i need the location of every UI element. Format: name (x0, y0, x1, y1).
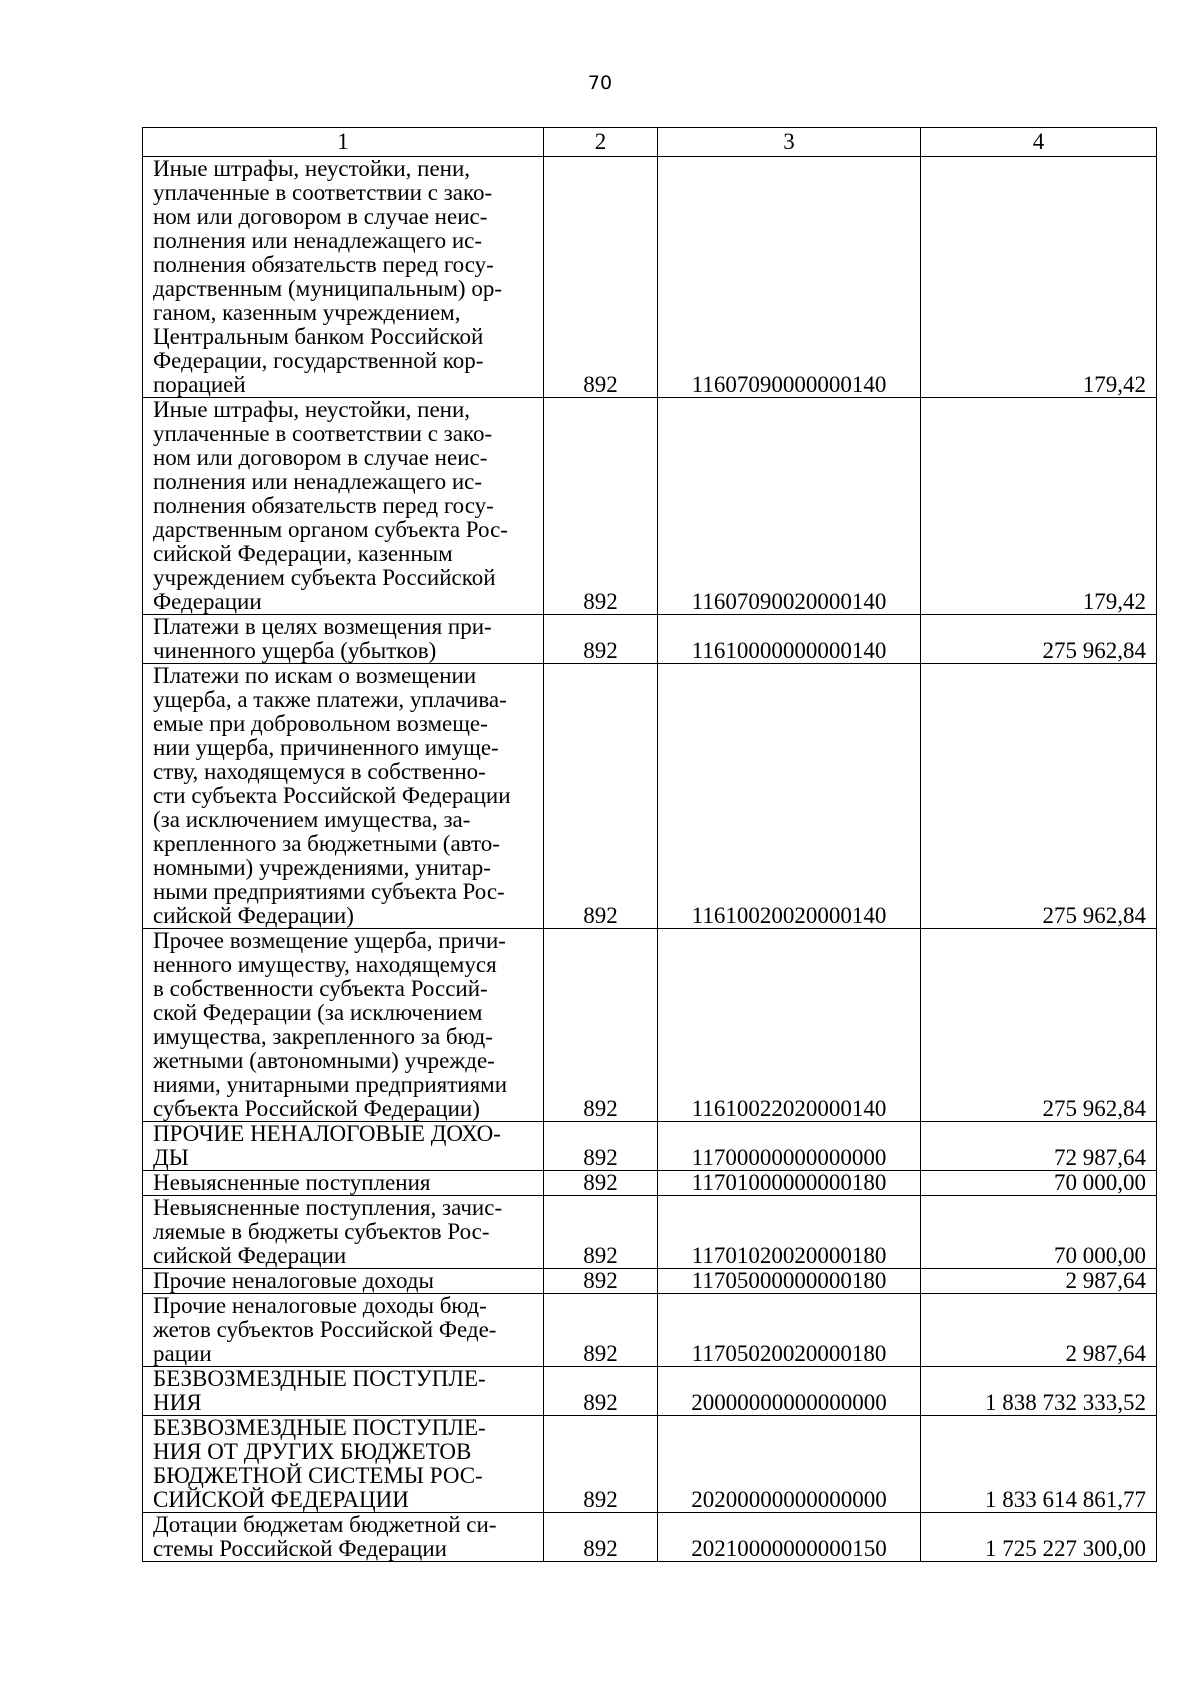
admin-code-cell: 892 (544, 929, 658, 1122)
table-row (143, 1416, 1157, 1513)
header-cell-3: 3 (658, 128, 921, 157)
revenue-name-cell (143, 1513, 544, 1562)
revenue-name-line: уплаченные в соответствии с зако- (153, 180, 493, 205)
revenue-name-line: ниями, унитарными предприятиями (153, 1072, 508, 1097)
revenue-name-line: Прочие неналоговые доходы бюд- (153, 1293, 487, 1318)
admin-code-cell: 892 (544, 615, 658, 664)
revenue-name-cell (143, 615, 544, 664)
budget-code-cell: 11610022020000140 (658, 929, 921, 1122)
revenue-name-line: порацией (153, 372, 246, 397)
revenue-name-line: сти субъекта Российской Федерации (153, 783, 511, 808)
revenue-name-line: ской Федерации (за исключением (153, 1000, 483, 1025)
revenue-name-cell (143, 1269, 544, 1294)
revenue-name-line: жетов субъектов Российской Феде- (153, 1317, 497, 1342)
revenue-name-line: ляемые в бюджеты субъектов Рос- (153, 1219, 490, 1244)
revenue-name-line: Федерации, государственной кор- (153, 348, 484, 373)
revenue-name-cell (143, 398, 544, 615)
budget-code-cell: 11705000000000180 (658, 1269, 921, 1294)
revenue-name-line: БЕЗВОЗМЕЗДНЫЕ ПОСТУПЛЕ- (153, 1415, 486, 1440)
revenue-name-line: Иные штрафы, неустойки, пени, (153, 156, 471, 181)
revenue-name-line: Центральным банком Российской (153, 324, 484, 349)
revenue-name-line: Прочие неналоговые доходы (153, 1268, 434, 1293)
revenue-name-line: НИЯ ОТ ДРУГИХ БЮДЖЕТОВ (153, 1439, 472, 1464)
revenue-name-line: ненного имуществу, находящемуся (153, 952, 497, 977)
revenue-name-line: Иные штрафы, неустойки, пени, (153, 397, 471, 422)
revenue-name-line: Дотации бюджетам бюджетной си- (153, 1512, 497, 1537)
revenue-name-line: сийской Федерации) (153, 903, 354, 928)
admin-code-cell: 892 (544, 1269, 658, 1294)
amount-cell: 70 000,00 (921, 1171, 1157, 1196)
revenue-name-line: имущества, закрепленного за бюд- (153, 1024, 493, 1049)
revenue-name-line: рации (153, 1341, 212, 1366)
budget-code-cell: 11607090020000140 (658, 398, 921, 615)
revenue-name-cell (143, 1294, 544, 1367)
revenue-name-line: емые при добровольном возмеще- (153, 711, 488, 736)
revenue-name-line: в собственности субъекта Россий- (153, 976, 488, 1001)
table-row (143, 1196, 1157, 1269)
amount-cell: 72 987,64 (921, 1122, 1157, 1171)
admin-code-cell: 892 (544, 1367, 658, 1416)
revenue-name-line: сийской Федерации, казенным (153, 541, 453, 566)
admin-code-cell: 892 (544, 398, 658, 615)
revenue-name-line: номными) учреждениями, унитар- (153, 855, 491, 880)
budget-code-cell: 11701000000000180 (658, 1171, 921, 1196)
budget-code-cell: 11705020020000180 (658, 1294, 921, 1367)
revenue-name-line: дарственным органом субъекта Рос- (153, 517, 508, 542)
revenue-name-cell (143, 157, 544, 398)
revenue-name-cell (143, 664, 544, 929)
amount-cell: 275 962,84 (921, 664, 1157, 929)
table-row (143, 615, 1157, 664)
revenue-name-line: Платежи по искам о возмещении (153, 663, 477, 688)
amount-cell: 2 987,64 (921, 1294, 1157, 1367)
amount-cell: 179,42 (921, 398, 1157, 615)
revenue-name-line: ДЫ (153, 1145, 189, 1170)
admin-code-cell: 892 (544, 1196, 658, 1269)
amount-cell: 1 725 227 300,00 (921, 1513, 1157, 1562)
header-cell-2: 2 (544, 128, 658, 157)
revenue-name-line: БЮДЖЕТНОЙ СИСТЕМЫ РОС- (153, 1463, 483, 1488)
amount-cell: 1 833 614 861,77 (921, 1416, 1157, 1513)
revenue-name-cell (143, 1122, 544, 1171)
revenue-name-cell (143, 1171, 544, 1196)
table-header-row (143, 128, 1157, 157)
revenue-name-line: чиненного ущерба (убытков) (153, 638, 437, 663)
table-row (143, 398, 1157, 615)
admin-code-cell: 892 (544, 1416, 658, 1513)
revenue-name-line: уплаченные в соответствии с зако- (153, 421, 493, 446)
revenue-name-line: стемы Российской Федерации (153, 1536, 447, 1561)
table-row (143, 1367, 1157, 1416)
admin-code-cell: 892 (544, 1294, 658, 1367)
amount-cell: 2 987,64 (921, 1269, 1157, 1294)
page-number: 70 (587, 72, 613, 94)
revenue-name-line: полнения или ненадлежащего ис- (153, 228, 483, 253)
admin-code-cell: 892 (544, 1171, 658, 1196)
revenue-name-line: ущерба, а также платежи, уплачива- (153, 687, 507, 712)
admin-code-cell: 892 (544, 1513, 658, 1562)
table-body (143, 128, 1157, 1562)
revenue-name-line: Федерации (153, 589, 262, 614)
budget-code-cell: 11610000000000140 (658, 615, 921, 664)
table-row (143, 1171, 1157, 1196)
amount-cell: 275 962,84 (921, 615, 1157, 664)
revenue-name-line: (за исключением имущества, за- (153, 807, 471, 832)
revenue-name-cell (143, 1367, 544, 1416)
revenue-name-line: ству, находящемуся в собственно- (153, 759, 486, 784)
table-row (143, 929, 1157, 1122)
table-row (143, 1269, 1157, 1294)
revenue-name-line: Невыясненные поступления, зачис- (153, 1195, 503, 1220)
budget-code-cell: 11700000000000000 (658, 1122, 921, 1171)
revenue-name-line: сийской Федерации (153, 1243, 347, 1268)
revenue-name-line: нии ущерба, причиненного имуще- (153, 735, 499, 760)
revenue-name-line: полнения или ненадлежащего ис- (153, 469, 483, 494)
budget-code-cell: 11701020020000180 (658, 1196, 921, 1269)
revenue-name-line: Прочее возмещение ущерба, причи- (153, 928, 506, 953)
revenue-name-line: полнения обязательств перед госу- (153, 252, 494, 277)
amount-cell: 179,42 (921, 157, 1157, 398)
admin-code-cell: 892 (544, 157, 658, 398)
revenue-name-line: СИЙСКОЙ ФЕДЕРАЦИИ (153, 1487, 409, 1512)
budget-code-cell: 20200000000000000 (658, 1416, 921, 1513)
revenue-name-cell (143, 929, 544, 1122)
revenue-name-line: учреждением субъекта Российской (153, 565, 496, 590)
header-cell-1: 1 (143, 128, 544, 157)
budget-code-cell: 20210000000000150 (658, 1513, 921, 1562)
revenue-name-cell (143, 1196, 544, 1269)
table-row (143, 1122, 1157, 1171)
table-row (143, 664, 1157, 929)
amount-cell: 1 838 732 333,52 (921, 1367, 1157, 1416)
header-cell-4: 4 (921, 128, 1157, 157)
revenue-name-line: НИЯ (153, 1390, 202, 1415)
budget-code-cell: 11610020020000140 (658, 664, 921, 929)
revenue-name-line: Платежи в целях возмещения при- (153, 614, 492, 639)
revenue-name-line: ном или договором в случае неис- (153, 204, 488, 229)
amount-cell: 70 000,00 (921, 1196, 1157, 1269)
revenue-name-line: ганом, казенным учреждением, (153, 300, 461, 325)
table-row (143, 157, 1157, 398)
revenue-name-cell (143, 1416, 544, 1513)
revenue-name-line: крепленного за бюджетными (авто- (153, 831, 500, 856)
revenue-name-line: ными предприятиями субъекта Рос- (153, 879, 505, 904)
admin-code-cell: 892 (544, 1122, 658, 1171)
revenue-name-line: БЕЗВОЗМЕЗДНЫЕ ПОСТУПЛЕ- (153, 1366, 486, 1391)
revenue-table (142, 127, 1157, 1562)
revenue-name-line: полнения обязательств перед госу- (153, 493, 494, 518)
revenue-name-line: ном или договором в случае неис- (153, 445, 488, 470)
revenue-name-line: Невыясненные поступления (153, 1170, 431, 1195)
revenue-name-line: ПРОЧИЕ НЕНАЛОГОВЫЕ ДОХО- (153, 1121, 501, 1146)
admin-code-cell: 892 (544, 664, 658, 929)
table-row (143, 1513, 1157, 1562)
amount-cell: 275 962,84 (921, 929, 1157, 1122)
revenue-name-line: субъекта Российской Федерации) (153, 1096, 480, 1121)
budget-code-cell: 11607090000000140 (658, 157, 921, 398)
table-row (143, 1294, 1157, 1367)
revenue-name-line: жетными (автономными) учрежде- (153, 1048, 495, 1073)
revenue-name-line: дарственным (муниципальным) ор- (153, 276, 502, 301)
budget-code-cell: 20000000000000000 (658, 1367, 921, 1416)
